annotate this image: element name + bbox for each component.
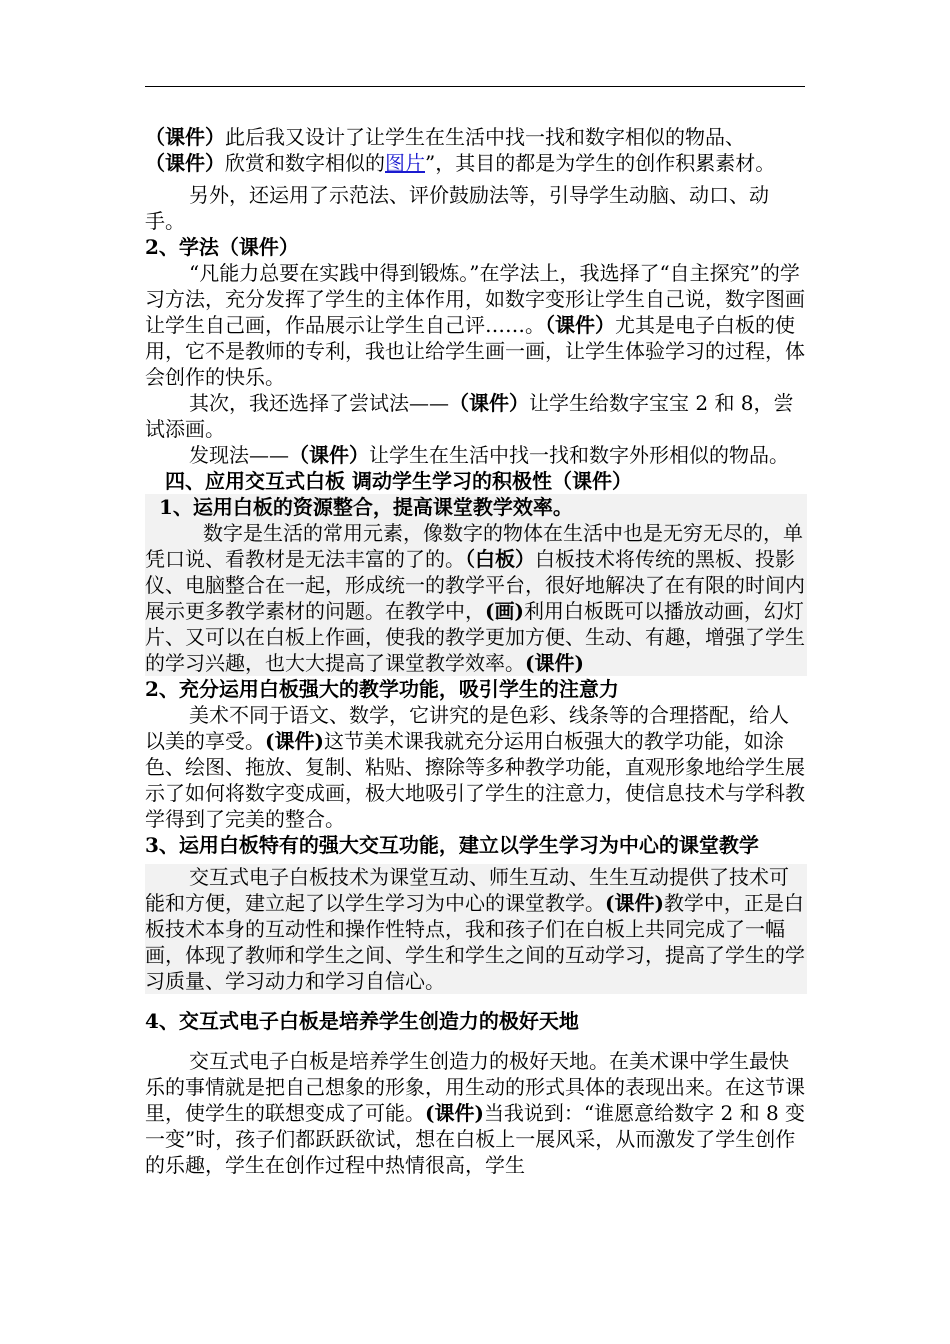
text: 白板技术将传统的黑板、投影仪、电脑整合在一起，形成统一的教学平台，很好地解决了在有限的时间内展示更多教学素材的问题。在教学中， <box>145 547 805 623</box>
heading-section-four: 四、应用交互式白板 调动学生学习的积极性（课件） <box>165 469 632 493</box>
text: 交互式电子白板是培养学生创造力的极好天地。在美术课中学生最快乐的事情就是把自己想象的形象，用生动的形式具体的表现出来。在这节课里，使学生的联想变成了可能。 <box>145 1049 805 1125</box>
courseware-tag: （课件） <box>145 151 225 175</box>
section-three-title: 3、运用白板特有的强大交互功能，建立以学生学习为中心的课堂教学 <box>145 833 759 857</box>
section-three-body <box>145 864 807 994</box>
text: 美术不同于语文、数学，它讲究的是色彩、线条等的合理搭配，给人以美的享受。 <box>145 703 789 753</box>
text: 数字是生活的常用元素，像数字的物体在生活中也是无穷无尽的，单凭口说、看教材是无法丰富的了的。 <box>145 521 803 571</box>
pictures-link[interactable]: 图片 <box>385 151 425 175</box>
section-three <box>145 864 807 994</box>
courseware-tag: (课件) <box>265 729 324 753</box>
text: 发现法—— <box>189 443 289 467</box>
text: 让学生给数字宝宝 2 和 8，尝试添画。 <box>145 391 794 441</box>
courseware-tag: （课件） <box>289 443 369 467</box>
courseware-tag: (课件) <box>605 891 664 915</box>
section-one-title: 1、运用白板的资源整合，提高课堂教学效率。 <box>159 495 573 519</box>
courseware-tag: （课件） <box>545 313 615 337</box>
text: 让学生在生活中找一找和数字外形相似的物品。 <box>369 443 789 467</box>
text: 利用白板既可以播放动画，幻灯片、又可以在白板上作画，使我的教学更加方便、生动、有趣，增强了学生的学习兴趣，也大大提高了课堂教学效率。 <box>145 599 805 675</box>
heading-learning-method: 2、学法（课件） <box>145 235 299 259</box>
text: “凡能力总要在实践中得到锻炼。”在学法上，我选择了“自主探究”的学习方法，充分发挥了学生的主体作用，如数字变形让学生自己说，数字图画让学生自己画，作品展示让学生自己评……。 <box>145 261 805 337</box>
paragraph-trial-method <box>145 390 807 442</box>
courseware-tag: (课件) <box>525 651 584 675</box>
draw-tag: (画) <box>485 599 524 623</box>
text: 交互式电子白板技术为课堂互动、师生互动、生生互动提供了技术可能和方便，建立起了以学生学习为中心的课堂教学。 <box>145 865 789 915</box>
paragraph-learning-method <box>145 260 807 390</box>
section-four-body <box>145 1048 807 1178</box>
document-body <box>145 124 807 1178</box>
text: 欣赏和数字相似的 <box>225 151 385 175</box>
whiteboard-tag: （白板） <box>465 547 535 571</box>
text: 尤其是电子白板的使用，它不是教师的专利，我也让给学生画一画，让学生体验学习的过程，体会创作的快乐。 <box>145 313 805 389</box>
text: 此后我又设计了让学生在生活中找一找和数字相似的物品、 <box>225 125 745 149</box>
courseware-tag: (课件) <box>425 1101 484 1125</box>
section-four-title: 4、交互式电子白板是培养学生创造力的极好天地 <box>145 1009 579 1033</box>
paragraph-materials <box>145 124 807 176</box>
text: 其次，我还选择了尝试法—— <box>189 391 449 415</box>
text: 教学中，正是白板技术本身的互动性和操作性特点，我和孩子们在白板上共同完成了一幅画，体现了教师和学生之间、学生和学生之间的互动学习，提高了学生的学习质量、学习动力和学习自信心。 <box>145 891 805 993</box>
header-rule <box>145 86 805 87</box>
courseware-tag: （课件） <box>145 125 225 149</box>
paragraph-other-methods: 另外，还运用了示范法、评价鼓励法等，引导学生动脑、动口、动手。 <box>145 183 769 233</box>
text: 当我说到：“谁愿意给数字 2 和 8 变一变”时，孩子们都跃跃欲试，想在白板上一展风采，从而激发了学生创作的乐趣，学生在创作过程中热情很高，学生 <box>145 1101 806 1177</box>
section-two-title: 2、充分运用白板强大的教学功能，吸引学生的注意力 <box>145 677 619 701</box>
courseware-tag: （课件） <box>449 391 529 415</box>
text: 这节美术课我就充分运用白板强大的教学功能，如涂色、绘图、拖放、复制、粘贴、擦除等多种教学功能，直观形象地给学生展示了如何将数字变成画，极大地吸引了学生的注意力，使信息技术与学科教学得到了完美的整合。 <box>145 729 805 831</box>
paragraph-discovery-method <box>145 442 807 468</box>
section-one <box>145 494 807 676</box>
text: ”，其目的都是为学生的创作积累素材。 <box>425 151 776 175</box>
section-one-body <box>145 520 807 676</box>
section-two-body <box>145 702 807 832</box>
